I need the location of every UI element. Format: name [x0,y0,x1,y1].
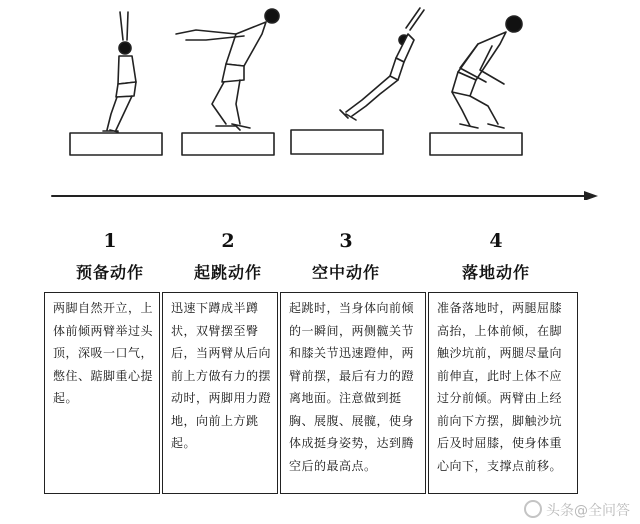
figure-landing [452,16,522,128]
step-1-title: 预备动作 [75,263,144,282]
arrowhead-icon [584,191,598,200]
figure-takeoff-crouch [176,9,279,130]
step-3-title: 空中动作 [311,263,380,282]
platform-4 [430,133,522,155]
step-2-number: 2 [221,230,235,252]
watermark: 头条@全问答 [546,503,630,519]
platform-2 [182,133,274,155]
step-4-number: 4 [489,230,503,252]
step-1-description: 两脚自然开立，上体前倾两臂举过头顶，深吸一口气，憋住、踮脚重心提起。 [44,292,160,494]
step-3-description: 起跳时，当身体向前倾的一瞬间，两侧髋关节和膝关节迅速蹬伸，两臂前摆，最后有力的蹬离地面。注意做到挺胸、展腹、展髋，使身体成挺身姿势，达到腾空后的最高点。 [280,292,426,494]
step-2-description: 迅速下蹲成半蹲状，双臂摆至臀后，当两臂从后向前上方做有力的摆动时，两脚用力蹬地，向前上方跳起。 [162,292,278,494]
step-4-description: 准备落地时，两腿屈膝高抬，上体前倾，在脚触沙坑前，两腿尽量向前伸直，此时上体不应过分前倾。两臂由上经前向下方摆，脚触沙坑后及时屈膝，使身体重心向下，支撑点前移。 [428,292,578,494]
figure-ready-position [103,12,136,132]
standing-long-jump-illustrations [0,0,640,200]
platform-3 [291,130,383,154]
step-2-title: 起跳动作 [193,263,262,282]
step-3-number: 3 [339,230,353,252]
platform-1 [70,133,162,155]
step-4-title: 落地动作 [461,263,530,282]
toutiao-logo-icon [524,500,542,518]
figure-airborne-extension [340,8,424,120]
step-1-number: 1 [103,230,117,252]
